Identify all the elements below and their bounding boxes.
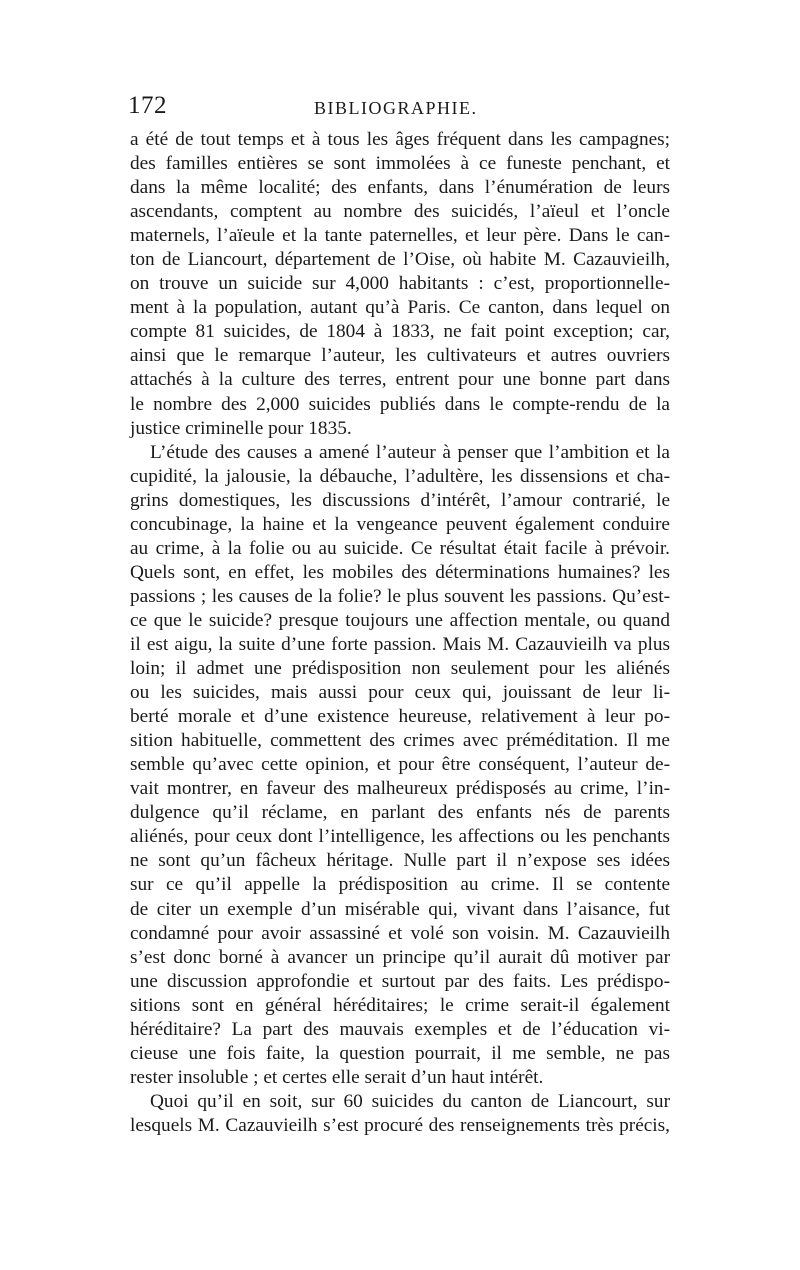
text-line: des familles entières se sont immolées à ce funeste penchant, et <box>130 153 670 175</box>
page-header <box>128 92 673 126</box>
text-line: justice criminelle pour 1835. <box>130 417 352 439</box>
text-line: aliénés, pour ceux dont l’intelligence, les affections ou les penchants <box>130 826 670 848</box>
text-line: sitions sont en général héréditaires; le crime serait-il également <box>130 994 670 1016</box>
text-line: au crime, à la folie ou au suicide. Ce résultat était facile à prévoir. <box>130 537 670 559</box>
text-line: ment à la population, autant qu’à Paris. Ce canton, dans lequel on <box>130 297 670 319</box>
text-line: cupidité, la jalousie, la débauche, l’adultère, les dissensions et cha- <box>130 465 670 487</box>
text-line: ce que le suicide? presque toujours une affection mentale, ou quand <box>130 609 670 631</box>
text-line: de citer un exemple d’un misérable qui, vivant dans l’aisance, fut <box>130 898 670 920</box>
text-line: vait montrer, en faveur des malheureux prédisposés au crime, l’in- <box>130 778 670 800</box>
text-line: le nombre des 2,000 suicides publiés dans le compte-rendu de la <box>130 393 670 415</box>
text-line: Quoi qu’il en soit, sur 60 suicides du canton de Liancourt, sur <box>150 1090 670 1112</box>
text-line: s’est donc borné à avancer un principe qu’il aurait dû motiver par <box>130 946 670 968</box>
text-line: loin; il admet une prédisposition non seulement pour les aliénés <box>130 658 670 680</box>
text-line: ne sont qu’un fâcheux héritage. Nulle part il n’expose ses idées <box>130 850 670 872</box>
text-line: concubinage, la haine et la vengeance peuvent également conduire <box>130 513 670 535</box>
text-line: sur ce qu’il appelle la prédisposition au crime. Il se contente <box>130 874 670 896</box>
text-line: condamné pour avoir assassiné et volé son voisin. M. Cazauvieilh <box>130 922 670 944</box>
text-line: attachés à la culture des terres, entrent pour une bonne part dans <box>130 369 670 391</box>
text-line: cieuse une fois faite, la question pourrait, il me semble, ne pas <box>130 1042 670 1064</box>
text-line: berté morale et d’une existence heureuse, relativement à leur po- <box>130 706 670 728</box>
text-line: sition habituelle, commettent des crimes avec préméditation. Il me <box>130 730 670 752</box>
text-line: lesquels M. Cazauvieilh s’est procuré des renseignements très précis, <box>130 1114 670 1136</box>
page-number: 172 <box>128 92 167 119</box>
text-line: dans la même localité; des enfants, dans l’énumération de leurs <box>130 177 670 199</box>
text-line: dulgence qu’il réclame, en parlant des enfants nés de parents <box>130 802 670 824</box>
text-line: passions ; les causes de la folie? le plus souvent les passions. Qu’est- <box>130 585 670 607</box>
text-line: maternels, l’aïeule et la tante paternelles, et leur père. Dans le can- <box>130 225 670 247</box>
text-line: héréditaire? La part des mauvais exemples et de l’éducation vi- <box>130 1018 670 1040</box>
body-text <box>130 128 670 1138</box>
text-line: compte 81 suicides, de 1804 à 1833, ne fait point exception; car, <box>130 321 670 343</box>
running-head: BIBLIOGRAPHIE. <box>314 98 478 118</box>
text-line: L’étude des causes a amené l’auteur à penser que l’ambition et la <box>150 441 670 463</box>
text-line: Quels sont, en effet, les mobiles des déterminations humaines? les <box>130 561 670 583</box>
text-line: grins domestiques, les discussions d’intérêt, l’amour contrarié, le <box>130 489 670 511</box>
text-line: il est aigu, la suite d’une forte passion. Mais M. Cazauvieilh va plus <box>130 633 670 655</box>
text-line: ou les suicides, mais aussi pour ceux qui, jouissant de leur li- <box>130 682 670 704</box>
text-line: rester insoluble ; et certes elle serait d’un haut intérêt. <box>130 1066 544 1088</box>
text-line: a été de tout temps et à tous les âges fréquent dans les campagnes; <box>130 129 670 150</box>
text-line: ton de Liancourt, département de l’Oise, où habite M. Cazauvieilh, <box>130 249 670 271</box>
text-line: ascendants, comptent au nombre des suicidés, l’aïeul et l’oncle <box>130 201 670 223</box>
text-line: ainsi que le remarque l’auteur, les cultivateurs et autres ouvriers <box>130 345 670 367</box>
text-line: semble qu’avec cette opinion, et pour être conséquent, l’auteur de- <box>130 754 670 776</box>
text-line: on trouve un suicide sur 4,000 habitants : c’est, proportionnelle- <box>130 273 670 295</box>
text-line: une discussion approfondie et surtout par des faits. Les prédispo- <box>130 970 670 992</box>
